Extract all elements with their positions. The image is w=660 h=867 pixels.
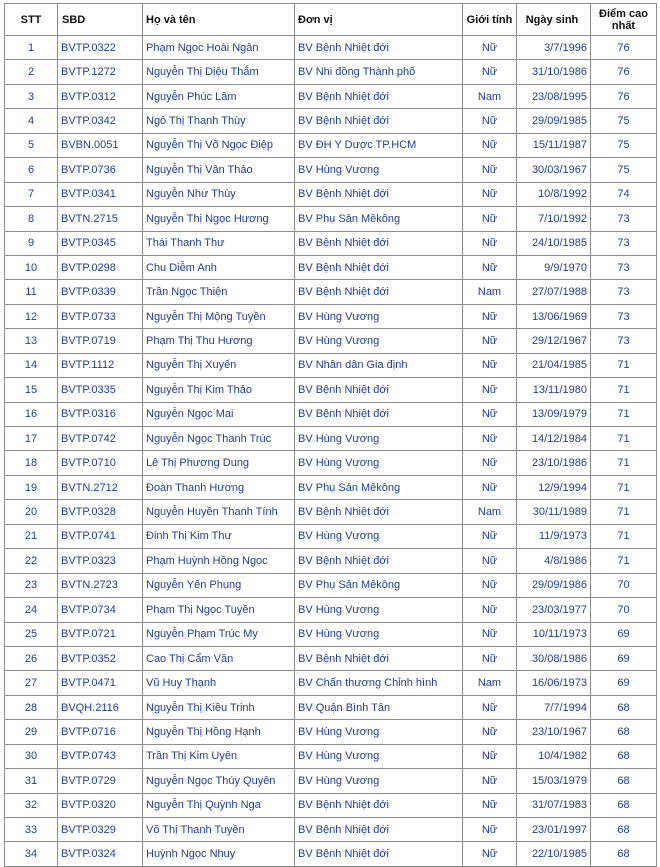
cell-unit: BV Nhi đồng Thành phố [295, 60, 463, 84]
cell-stt: 24 [5, 598, 58, 622]
cell-name: Huỳnh Ngọc Nhuy [143, 842, 295, 866]
cell-sbd: BVTP.0342 [58, 109, 143, 133]
cell-sbd: BVTP.0312 [58, 84, 143, 108]
cell-dob: 24/10/1985 [517, 231, 591, 255]
cell-gender: Nữ [463, 818, 517, 842]
cell-gender: Nữ [463, 158, 517, 182]
cell-stt: 10 [5, 255, 58, 279]
cell-sbd: BVTP.0316 [58, 402, 143, 426]
cell-sbd: BVTP.0322 [58, 36, 143, 60]
cell-name: Phạm Thị Thu Hương [143, 329, 295, 353]
cell-dob: 16/06/1973 [517, 671, 591, 695]
cell-stt: 5 [5, 133, 58, 157]
cell-name: Nguyễn Thị Hồng Hạnh [143, 720, 295, 744]
header-sbd: SBD [58, 4, 143, 36]
cell-name: Nguyễn Thị Ngọc Hương [143, 207, 295, 231]
cell-sbd: BVTP.0345 [58, 231, 143, 255]
cell-score: 71 [591, 402, 657, 426]
cell-unit: BV Hùng Vương [295, 329, 463, 353]
cell-gender: Nữ [463, 109, 517, 133]
table-header [5, 4, 657, 36]
cell-unit: BV Bệnh Nhiệt đới [295, 818, 463, 842]
cell-name: Võ Thị Thanh Tuyền [143, 818, 295, 842]
cell-gender: Nữ [463, 353, 517, 377]
cell-sbd: BVTP.0736 [58, 158, 143, 182]
header-gender: Giới tính [463, 4, 517, 36]
cell-name: Nguyễn Thị Võ Ngọc Điệp [143, 133, 295, 157]
cell-gender: Nữ [463, 207, 517, 231]
cell-score: 71 [591, 353, 657, 377]
cell-name: Cao Thị Cẩm Vân [143, 646, 295, 670]
cell-sbd: BVTP.0329 [58, 818, 143, 842]
cell-unit: BV Bệnh Nhiệt đới [295, 793, 463, 817]
cell-name: Nguyễn Như Thùy [143, 182, 295, 206]
cell-gender: Nữ [463, 182, 517, 206]
cell-score: 71 [591, 427, 657, 451]
cell-unit: BV Bệnh Nhiệt đới [295, 109, 463, 133]
cell-sbd: BVTP.0721 [58, 622, 143, 646]
cell-unit: BV Phụ Sản Mêkông [295, 475, 463, 499]
cell-dob: 9/9/1970 [517, 255, 591, 279]
table-row [5, 622, 657, 646]
cell-gender: Nữ [463, 622, 517, 646]
cell-stt: 19 [5, 475, 58, 499]
cell-gender: Nữ [463, 646, 517, 670]
cell-stt: 26 [5, 646, 58, 670]
cell-stt: 20 [5, 500, 58, 524]
cell-unit: BV Bệnh Nhiệt đới [295, 549, 463, 573]
cell-unit: BV ĐH Y Dược TP.HCM [295, 133, 463, 157]
results-table [4, 3, 657, 867]
cell-dob: 23/10/1986 [517, 451, 591, 475]
cell-sbd: BVTP.0323 [58, 549, 143, 573]
cell-gender: Nữ [463, 598, 517, 622]
cell-sbd: BVTN.2715 [58, 207, 143, 231]
table-row [5, 36, 657, 60]
cell-unit: BV Bệnh Nhiệt đới [295, 378, 463, 402]
cell-score: 71 [591, 378, 657, 402]
cell-name: Chu Diễm Anh [143, 255, 295, 279]
cell-unit: BV Hùng Vương [295, 524, 463, 548]
header-dob: Ngày sinh [517, 4, 591, 36]
cell-score: 70 [591, 598, 657, 622]
cell-stt: 28 [5, 695, 58, 719]
cell-unit: BV Bệnh Nhiệt đới [295, 231, 463, 255]
cell-dob: 23/08/1995 [517, 84, 591, 108]
cell-sbd: BVBN.0051 [58, 133, 143, 157]
cell-sbd: BVTP.0710 [58, 451, 143, 475]
cell-stt: 15 [5, 378, 58, 402]
cell-score: 68 [591, 695, 657, 719]
cell-gender: Nữ [463, 475, 517, 499]
cell-score: 68 [591, 769, 657, 793]
table-row [5, 402, 657, 426]
cell-name: Trần Thị Kim Uyên [143, 744, 295, 768]
cell-dob: 29/09/1986 [517, 573, 591, 597]
cell-gender: Nam [463, 280, 517, 304]
cell-dob: 23/01/1997 [517, 818, 591, 842]
cell-dob: 22/10/1985 [517, 842, 591, 866]
cell-stt: 4 [5, 109, 58, 133]
cell-dob: 7/7/1994 [517, 695, 591, 719]
table-row [5, 500, 657, 524]
cell-sbd: BVTP.1272 [58, 60, 143, 84]
cell-stt: 6 [5, 158, 58, 182]
table-row [5, 475, 657, 499]
table-row [5, 427, 657, 451]
cell-dob: 27/07/1988 [517, 280, 591, 304]
cell-unit: BV Phụ Sản Mêkông [295, 573, 463, 597]
cell-unit: BV Hùng Vương [295, 451, 463, 475]
cell-name: Nguyễn Thị Diệu Thắm [143, 60, 295, 84]
table-row [5, 744, 657, 768]
cell-score: 73 [591, 329, 657, 353]
cell-sbd: BVTP.0719 [58, 329, 143, 353]
cell-name: Nguyễn Thị Kiều Trinh [143, 695, 295, 719]
cell-sbd: BVTP.0741 [58, 524, 143, 548]
cell-score: 75 [591, 158, 657, 182]
cell-score: 73 [591, 280, 657, 304]
cell-stt: 14 [5, 353, 58, 377]
cell-stt: 23 [5, 573, 58, 597]
cell-name: Nguyễn Huyền Thanh Tính [143, 500, 295, 524]
cell-sbd: BVTP.0743 [58, 744, 143, 768]
cell-sbd: BVTN.2712 [58, 475, 143, 499]
cell-score: 68 [591, 793, 657, 817]
cell-unit: BV Hùng Vương [295, 427, 463, 451]
cell-unit: BV Bệnh Nhiệt đới [295, 255, 463, 279]
cell-unit: BV Nhân dân Gia định [295, 353, 463, 377]
cell-name: Nguyễn Ngọc Thanh Trúc [143, 427, 295, 451]
cell-stt: 3 [5, 84, 58, 108]
table-row [5, 671, 657, 695]
cell-gender: Nữ [463, 36, 517, 60]
cell-unit: BV Bệnh Nhiệt đới [295, 842, 463, 866]
cell-name: Nguyễn Thị Mộng Tuyền [143, 304, 295, 328]
cell-name: Nguyễn Thị Kim Thảo [143, 378, 295, 402]
header-unit: Đơn vị [295, 4, 463, 36]
cell-dob: 30/08/1986 [517, 646, 591, 670]
cell-stt: 30 [5, 744, 58, 768]
cell-stt: 2 [5, 60, 58, 84]
cell-name: Thái Thanh Thư [143, 231, 295, 255]
cell-unit: BV Chấn thương Chỉnh hình [295, 671, 463, 695]
cell-score: 71 [591, 549, 657, 573]
cell-score: 71 [591, 524, 657, 548]
cell-gender: Nữ [463, 255, 517, 279]
cell-sbd: BVTP.0328 [58, 500, 143, 524]
cell-dob: 30/03/1967 [517, 158, 591, 182]
cell-name: Đoàn Thanh Hương [143, 475, 295, 499]
cell-sbd: BVTN.2723 [58, 573, 143, 597]
cell-stt: 31 [5, 769, 58, 793]
cell-score: 76 [591, 84, 657, 108]
cell-gender: Nữ [463, 60, 517, 84]
table-row [5, 573, 657, 597]
header-stt: STT [5, 4, 58, 36]
cell-score: 68 [591, 720, 657, 744]
cell-unit: BV Bệnh Nhiệt đới [295, 84, 463, 108]
cell-stt: 7 [5, 182, 58, 206]
cell-gender: Nữ [463, 524, 517, 548]
cell-dob: 31/10/1986 [517, 60, 591, 84]
cell-sbd: BVTP.0335 [58, 378, 143, 402]
cell-gender: Nữ [463, 133, 517, 157]
cell-sbd: BVQH.2116 [58, 695, 143, 719]
cell-unit: BV Bệnh Nhiệt đới [295, 182, 463, 206]
cell-sbd: BVTP.0729 [58, 769, 143, 793]
cell-gender: Nữ [463, 329, 517, 353]
cell-dob: 4/8/1986 [517, 549, 591, 573]
cell-dob: 29/12/1967 [517, 329, 591, 353]
table-row [5, 109, 657, 133]
cell-dob: 23/10/1967 [517, 720, 591, 744]
table-row [5, 133, 657, 157]
cell-dob: 7/10/1992 [517, 207, 591, 231]
cell-name: Nguyễn Yến Phụng [143, 573, 295, 597]
cell-score: 74 [591, 182, 657, 206]
table-row [5, 695, 657, 719]
cell-stt: 12 [5, 304, 58, 328]
cell-gender: Nữ [463, 427, 517, 451]
cell-dob: 10/4/1982 [517, 744, 591, 768]
cell-name: Ngô Thị Thanh Thùy [143, 109, 295, 133]
cell-score: 71 [591, 500, 657, 524]
cell-name: Trần Ngọc Thiện [143, 280, 295, 304]
header-score-line2: nhất [611, 19, 636, 32]
cell-stt: 22 [5, 549, 58, 573]
table-row [5, 207, 657, 231]
cell-unit: BV Bệnh Nhiệt đới [295, 500, 463, 524]
cell-sbd: BVTP.0734 [58, 598, 143, 622]
cell-name: Phạm Thị Ngọc Tuyền [143, 598, 295, 622]
cell-name: Đinh Thị Kim Thư [143, 524, 295, 548]
cell-dob: 11/9/1973 [517, 524, 591, 548]
cell-dob: 13/11/1980 [517, 378, 591, 402]
cell-name: Phạm Ngọc Hoài Ngân [143, 36, 295, 60]
table-row [5, 280, 657, 304]
cell-stt: 33 [5, 818, 58, 842]
cell-score: 68 [591, 842, 657, 866]
cell-dob: 21/04/1985 [517, 353, 591, 377]
table-row [5, 231, 657, 255]
cell-name: Nguyễn Phúc Lâm [143, 84, 295, 108]
cell-sbd: BVTP.0716 [58, 720, 143, 744]
results-sheet [4, 3, 656, 867]
cell-dob: 29/09/1985 [517, 109, 591, 133]
cell-name: Nguyễn Phạm Trúc My [143, 622, 295, 646]
cell-score: 69 [591, 622, 657, 646]
cell-dob: 14/12/1984 [517, 427, 591, 451]
cell-stt: 8 [5, 207, 58, 231]
cell-stt: 11 [5, 280, 58, 304]
cell-score: 71 [591, 451, 657, 475]
cell-name: Lê Thị Phương Dung [143, 451, 295, 475]
cell-unit: BV Hùng Vương [295, 720, 463, 744]
cell-score: 76 [591, 36, 657, 60]
table-row [5, 524, 657, 548]
cell-unit: BV Hùng Vương [295, 744, 463, 768]
table-row [5, 720, 657, 744]
table-row [5, 182, 657, 206]
table-row [5, 646, 657, 670]
header-name: Họ và tên [143, 4, 295, 36]
cell-name: Vũ Huy Thạnh [143, 671, 295, 695]
table-row [5, 329, 657, 353]
cell-score: 75 [591, 133, 657, 157]
cell-gender: Nữ [463, 549, 517, 573]
cell-stt: 1 [5, 36, 58, 60]
cell-score: 70 [591, 573, 657, 597]
table-row [5, 60, 657, 84]
cell-score: 73 [591, 231, 657, 255]
table-row [5, 842, 657, 866]
cell-name: Nguyễn Thị Xuyến [143, 353, 295, 377]
cell-gender: Nữ [463, 231, 517, 255]
cell-unit: BV Bệnh Nhiệt đới [295, 646, 463, 670]
cell-score: 68 [591, 744, 657, 768]
table-row [5, 158, 657, 182]
table-row [5, 769, 657, 793]
table-row [5, 84, 657, 108]
cell-stt: 34 [5, 842, 58, 866]
cell-stt: 25 [5, 622, 58, 646]
cell-score: 69 [591, 646, 657, 670]
cell-gender: Nữ [463, 573, 517, 597]
cell-dob: 15/03/1979 [517, 769, 591, 793]
cell-gender: Nữ [463, 695, 517, 719]
header-score-line1: Điểm cao [599, 7, 648, 20]
cell-dob: 30/11/1989 [517, 500, 591, 524]
cell-score: 73 [591, 255, 657, 279]
cell-gender: Nữ [463, 402, 517, 426]
cell-dob: 13/06/1969 [517, 304, 591, 328]
cell-score: 68 [591, 818, 657, 842]
cell-gender: Nữ [463, 842, 517, 866]
cell-unit: BV Bệnh Nhiệt đới [295, 402, 463, 426]
cell-gender: Nữ [463, 378, 517, 402]
cell-dob: 31/07/1983 [517, 793, 591, 817]
table-row [5, 598, 657, 622]
cell-score: 69 [591, 671, 657, 695]
table-row [5, 549, 657, 573]
cell-dob: 23/03/1977 [517, 598, 591, 622]
cell-unit: BV Phụ Sản Mêkông [295, 207, 463, 231]
cell-stt: 21 [5, 524, 58, 548]
cell-score: 73 [591, 304, 657, 328]
cell-sbd: BVTP.0733 [58, 304, 143, 328]
cell-stt: 16 [5, 402, 58, 426]
cell-score: 71 [591, 475, 657, 499]
header-row [5, 4, 657, 36]
cell-unit: BV Bệnh Nhiệt đới [295, 280, 463, 304]
cell-stt: 27 [5, 671, 58, 695]
cell-dob: 3/7/1996 [517, 36, 591, 60]
cell-name: Nguyễn Ngọc Mai [143, 402, 295, 426]
cell-sbd: BVTP.0324 [58, 842, 143, 866]
cell-gender: Nữ [463, 304, 517, 328]
cell-name: Nguyễn Ngọc Thúy Quyên [143, 769, 295, 793]
cell-stt: 18 [5, 451, 58, 475]
cell-unit: BV Bệnh Nhiệt đới [295, 36, 463, 60]
cell-unit: BV Quận Bình Tân [295, 695, 463, 719]
cell-unit: BV Hùng Vương [295, 158, 463, 182]
cell-score: 75 [591, 109, 657, 133]
table-body [5, 36, 657, 867]
cell-sbd: BVTP.0320 [58, 793, 143, 817]
cell-gender: Nữ [463, 793, 517, 817]
cell-sbd: BVTP.0339 [58, 280, 143, 304]
cell-name: Phạm Huỳnh Hồng Ngọc [143, 549, 295, 573]
cell-dob: 13/09/1979 [517, 402, 591, 426]
cell-stt: 17 [5, 427, 58, 451]
cell-unit: BV Hùng Vương [295, 304, 463, 328]
cell-gender: Nữ [463, 451, 517, 475]
cell-dob: 10/8/1992 [517, 182, 591, 206]
cell-sbd: BVTP.0742 [58, 427, 143, 451]
header-score [591, 4, 657, 36]
cell-gender: Nam [463, 671, 517, 695]
cell-gender: Nữ [463, 720, 517, 744]
cell-sbd: BVTP.0298 [58, 255, 143, 279]
cell-stt: 13 [5, 329, 58, 353]
cell-gender: Nam [463, 500, 517, 524]
cell-dob: 15/11/1987 [517, 133, 591, 157]
cell-gender: Nam [463, 84, 517, 108]
table-row [5, 255, 657, 279]
cell-unit: BV Hùng Vương [295, 769, 463, 793]
cell-sbd: BVTP.0352 [58, 646, 143, 670]
cell-name: Nguyễn Thị Vân Thảo [143, 158, 295, 182]
cell-unit: BV Hùng Vương [295, 598, 463, 622]
cell-stt: 32 [5, 793, 58, 817]
cell-gender: Nữ [463, 744, 517, 768]
cell-dob: 12/9/1994 [517, 475, 591, 499]
cell-stt: 9 [5, 231, 58, 255]
table-row [5, 793, 657, 817]
cell-score: 73 [591, 207, 657, 231]
cell-stt: 29 [5, 720, 58, 744]
cell-gender: Nữ [463, 769, 517, 793]
cell-unit: BV Hùng Vương [295, 622, 463, 646]
cell-sbd: BVTP.0341 [58, 182, 143, 206]
cell-dob: 10/11/1973 [517, 622, 591, 646]
table-row [5, 451, 657, 475]
table-row [5, 818, 657, 842]
table-row [5, 353, 657, 377]
table-row [5, 378, 657, 402]
cell-name: Nguyễn Thị Quỳnh Nga [143, 793, 295, 817]
table-row [5, 304, 657, 328]
cell-sbd: BVTP.0471 [58, 671, 143, 695]
cell-sbd: BVTP.1112 [58, 353, 143, 377]
cell-score: 76 [591, 60, 657, 84]
